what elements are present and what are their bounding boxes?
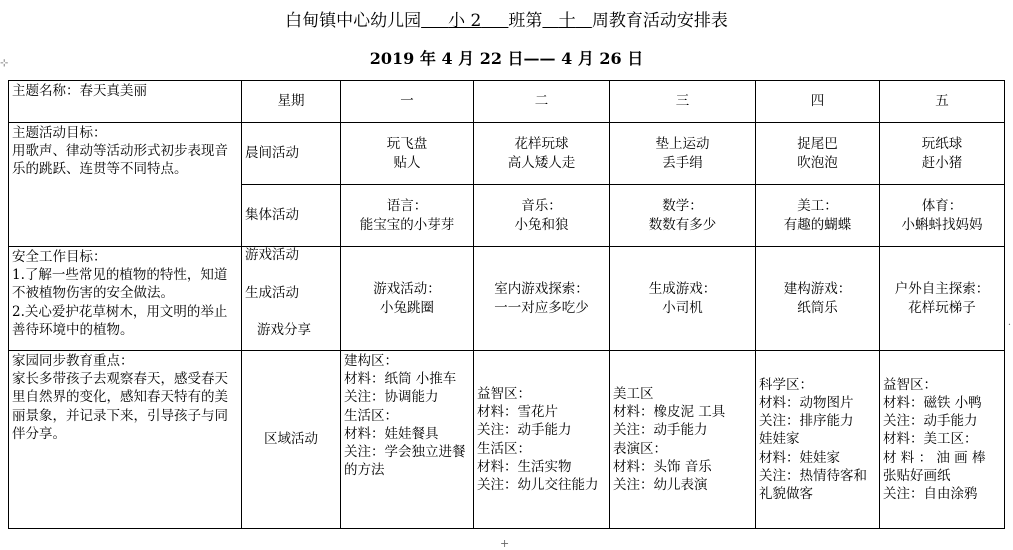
generated-label: 生成活动: [245, 284, 299, 301]
title-mid: 班第: [508, 11, 543, 31]
day-header: 五: [880, 81, 1005, 123]
play-cell: 建构游戏： 纸筒乐: [756, 247, 880, 351]
group-cell: 美工： 有趣的蝴蝶: [756, 185, 880, 247]
group-cell: 体育： 小蝌蚪找妈妈: [880, 185, 1005, 247]
date-range: 2019 年 4 月 22 日—— 4 月 26 日: [369, 49, 644, 68]
table-row: [9, 351, 1005, 529]
area-cell: 益智区： 材料：雪花片 关注：动手能力 生活区： 材料：生活实物 关注：幼儿交往能力: [474, 351, 610, 529]
add-row-icon[interactable]: +: [500, 537, 510, 550]
table-row: [9, 123, 1005, 185]
weekday-label: 星期: [242, 81, 341, 123]
theme-goal: 主题活动目标： 用歌声、律动等活动形式初步表现音乐的跳跃、连贯等不同特点。: [9, 123, 242, 247]
theme-name: 主题名称：春天真美丽: [9, 81, 242, 123]
table-row: [9, 81, 1005, 123]
morning-label: 晨间活动: [242, 123, 341, 185]
group-cell: 数学： 数数有多少: [610, 185, 756, 247]
day-header: 三: [610, 81, 756, 123]
morning-cell: 玩纸球 赶小猪: [880, 123, 1005, 185]
morning-cell: 捉尾巴 吹泡泡: [756, 123, 880, 185]
area-cell: 科学区： 材料：动物图片 关注：排序能力 娃娃家 材料：娃娃家 关注：热情待客和礼貌做客: [756, 351, 880, 529]
area-cell: 美工区 材料：橡皮泥 工具 关注：动手能力 表演区： 材料：头饰 音乐 关注：幼儿表演: [610, 351, 756, 529]
resize-handle-icon[interactable]: ·: [1007, 320, 1011, 331]
title-week: 十: [558, 11, 576, 31]
title-school: 白甸镇中心幼儿园: [285, 11, 422, 31]
play-cell: 生成游戏： 小司机: [610, 247, 756, 351]
schedule-table: [8, 80, 1005, 529]
safety-goal: 安全工作目标： 1.了解一些常见的植物的特性，知道不被植物伤害的安全做法。 2.关心爱护花草树木，用文明的举止善待环境中的植物。: [9, 247, 242, 351]
group-label: 集体活动: [242, 185, 341, 247]
area-label: 区域活动: [242, 351, 341, 529]
play-cell: 游戏活动： 小兔跳圈: [341, 247, 474, 351]
area-cell: 益智区： 材料：磁铁 小鸭 关注：动手能力 材料：美工区： 材 料 ： 油 画 棒 张贴好画纸 关注：自由涂鸦: [880, 351, 1005, 529]
title-class: 小 2: [448, 11, 482, 31]
morning-cell: 玩飞盘 贴人: [341, 123, 474, 185]
game-label: 游戏活动: [245, 247, 299, 263]
day-header: 一: [341, 81, 474, 123]
day-header: 二: [474, 81, 610, 123]
document-title: [0, 6, 1013, 31]
home-focus: 家园同步教育重点： 家长多带孩子去观察春天，感受春天里自然界的变化，感知春天特有的美丽景象，并记录下来，引导孩子与同伴分享。: [9, 351, 242, 529]
move-handle-icon[interactable]: ⊹: [0, 58, 9, 69]
share-label: 游戏分享: [257, 322, 311, 339]
area-cell: 建构区： 材料：纸筒 小推车 关注：协调能力 生活区： 材料：娃娃餐具 关注：学会独立进餐的方法: [341, 351, 474, 529]
table-row: [9, 247, 1005, 351]
play-cell: 户外自主探索： 花样玩梯子: [880, 247, 1005, 351]
title-end: 周教育活动安排表: [591, 11, 728, 31]
play-cell: 室内游戏探索： 一一对应多吃少: [474, 247, 610, 351]
group-cell: 语言： 能宝宝的小芽芽: [341, 185, 474, 247]
day-header: 四: [756, 81, 880, 123]
morning-cell: 垫上运动 丢手绢: [610, 123, 756, 185]
group-cell: 音乐： 小兔和狼: [474, 185, 610, 247]
morning-cell: 花样玩球 高人矮人走: [474, 123, 610, 185]
